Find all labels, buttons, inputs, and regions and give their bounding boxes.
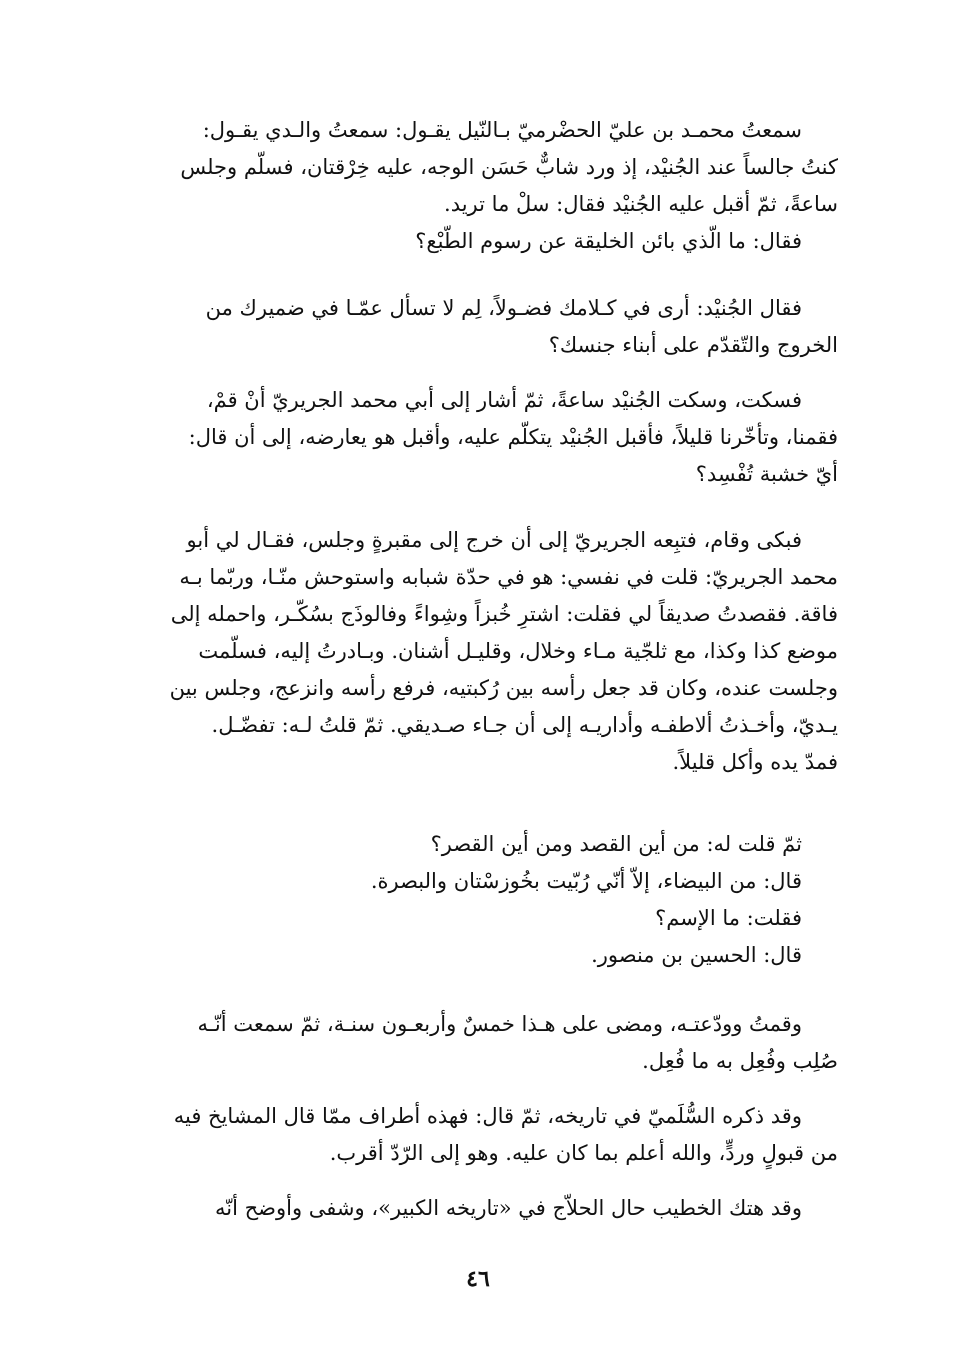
text-line: فسكت، وسكت الجُنيْد ساعةً، ثمّ أشار إلى أبي محمد الجريريّ أنْ قمْ،	[206, 388, 802, 412]
text-line: وقمتُ وودّعتـه، ومضى على هـذا خمسٌ وأربعـون سنـة، ثمّ سمعت أنّـه	[197, 1012, 802, 1036]
text-line: فقمنا، وتأخّرنا قليلاً، فأقبل الجُنيْد يتكلّم عليه، وأقبل هو يعارضه، إلى أن قال:	[188, 425, 838, 449]
paragraph-1	[114, 112, 838, 260]
paragraph-3	[114, 382, 838, 493]
page-number: ٤٦	[466, 1266, 490, 1292]
text-line: موضع كذا وكذا، مع ثلجّية مـاء وخلال، وقليـل أشنان. وبـادرتُ إليه، فسلّمت	[198, 639, 838, 663]
dialogue-line: قال: من البيضاء، إلاّ أنّي رُبّيت بخُوزسْتان والبصرة.	[370, 869, 802, 893]
text-line: أيّ خشبة تُفْسِد؟	[695, 462, 838, 486]
text-line: سمعتُ محمـد بن عليّ الحضْرميّ بـالنّيل يقـول: سمعتُ والـدي يقـول:	[202, 118, 802, 142]
text-line: فقال: ما الّذي بائن الخليقة عن رسوم الطّبْع؟	[415, 229, 802, 253]
dialogue-line: قال: الحسين بن منصور.	[591, 943, 802, 967]
text-line: من قبولٍ وردٍّ، والله أعلم بما كان عليه. وهو إلى الرّدّ أقرب.	[329, 1141, 838, 1165]
text-line: الخروج والتّقدّم على أبناء جنسك؟	[548, 333, 838, 357]
paragraph-8	[114, 1190, 838, 1227]
paragraph-2	[114, 290, 838, 364]
text-line: يـديّ، وأخـذتُ ألاطفـه وأداريـه إلى أن جـاء صـديقي. ثمّ قلتُ لـه: تفضّـل.	[211, 713, 838, 737]
text-line: ساعةً، ثمّ أقبل عليه الجُنيْد فقال: سلْ ما تريد.	[444, 192, 838, 216]
text-line: فبكى وقام، فتبِعه الجريريّ إلى أن خرج إلى مقبرةٍ وجلس، فقـال لي أبو	[186, 528, 802, 552]
text-line: فقال الجُنيْد: أرى في كـلامك فضـولاً، لِم لا تسأل عمّـا في ضميرك من	[205, 296, 802, 320]
text-line: فمدّ يده وأكل قليلاً.	[672, 750, 838, 774]
paragraph-6	[114, 1006, 838, 1080]
dialogue-line: فقلت: ما الإسم؟	[655, 906, 802, 930]
paragraph-4	[114, 522, 838, 781]
text-line: محمد الجريريّ: قلت في نفسي: هو في حدّة شبابه واستوحش منّـا، وربّما بـه	[179, 565, 838, 589]
dialogue-block	[114, 826, 838, 974]
text-line: وقد ذكره السُّلَميّ في تاريخه، ثمّ قال: فهذه أطراف ممّا قال المشايخ فيه	[173, 1104, 802, 1128]
dialogue-line: ثمّ قلت له: من أين القصد ومن أين القصر؟	[430, 832, 802, 856]
text-line: كنتُ جالساً عند الجُنيْد، إذ ورد شابٌّ حَسَن الوجه، عليه خِرْقتان، فسلّم وجلس	[180, 155, 838, 179]
text-line: فاقة. فقصدتُ صديقاً لي فقلت: اشترِ خُبزاً وشِواءً وفالوذَج بسُكّـر، واحمله إلى	[170, 602, 838, 626]
text-line: وجلست عنده، وكان قد جعل رأسه بين رُكبتيه، فرفع رأسه وانزعج، وجلس بين	[169, 676, 838, 700]
text-line: وقد هتك الخطيب حال الحلاّج في «تاريخه الكبير»، وشفى وأوضح أنّه	[214, 1196, 802, 1220]
paragraph-7	[114, 1098, 838, 1172]
text-line: صُلِب وفُعِل به ما فُعِل.	[642, 1049, 838, 1073]
